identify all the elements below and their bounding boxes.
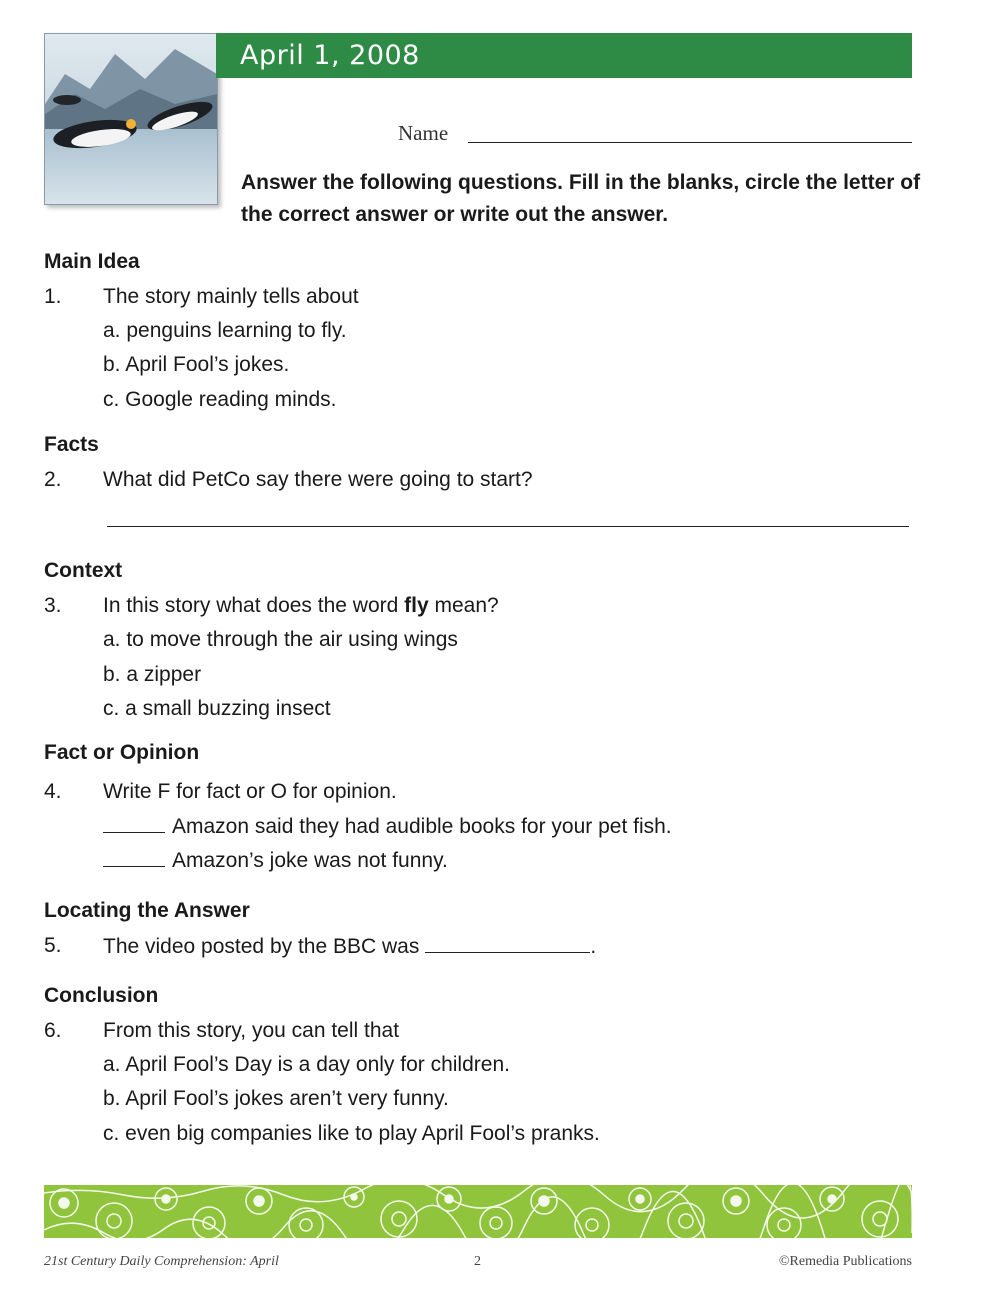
question-text-end: . [590,935,597,958]
section-title-facts: Facts [44,433,99,456]
question-text-before: In this story what does the word [103,594,405,617]
answer-option[interactable]: a. to move through the air using wings [103,628,458,651]
question-text [103,594,499,618]
statement-text: Amazon said they had audible books for your pet fish. [172,815,672,838]
question-text-main: The video posted by the BBC was [103,935,420,958]
answer-option[interactable]: c. Google reading minds. [103,388,337,411]
name-blank-line[interactable] [468,142,912,143]
answer-option[interactable]: a. April Fool’s Day is a day only for children. [103,1053,510,1076]
date-title-bar [216,33,912,78]
answer-option[interactable]: a. penguins learning to fly. [103,319,347,342]
question-text: What did PetCo say there were going to start? [103,468,533,491]
question-number: 4. [44,780,62,803]
question-text-after: mean? [428,594,499,617]
statement-text: Amazon’s joke was not funny. [172,849,448,872]
question-text: Write F for fact or O for opinion. [103,780,397,803]
fact-opinion-statement[interactable] [103,814,672,839]
vocabulary-word: fly [404,594,429,617]
answer-option[interactable]: c. even big companies like to play April Fool’s pranks. [103,1122,600,1145]
question-number: 1. [44,285,62,308]
question-text: From this story, you can tell that [103,1019,400,1042]
footer-book-title: 21st Century Daily Comprehension: April [44,1254,279,1269]
section-title-main-idea: Main Idea [44,250,140,273]
instructions: Answer the following questions. Fill in the blanks, circle the letter of the correct answer or write out the answer. [241,171,921,226]
question-text: The story mainly tells about [103,285,359,308]
question-number: 3. [44,594,62,617]
flower-pattern-icon [44,1185,912,1238]
penguins-photo [44,33,218,205]
fact-opinion-blank[interactable] [103,814,165,833]
answer-option[interactable]: b. a zipper [103,663,202,686]
answer-option[interactable]: b. April Fool’s jokes. [103,353,290,376]
question-text [103,934,596,959]
question-number: 5. [44,934,62,957]
section-title-locating-the-answer: Locating the Answer [44,899,250,922]
name-label: Name [398,121,449,145]
answer-blank-line[interactable] [107,526,909,527]
page-number: 2 [474,1254,481,1269]
footer-publisher: ©Remedia Publications [778,1254,912,1269]
section-title-fact-or-opinion: Fact or Opinion [44,741,200,764]
floral-banner [44,1185,912,1238]
fill-in-blank[interactable] [425,934,590,953]
date-title: April 1, 2008 [240,40,420,71]
answer-option[interactable]: c. a small buzzing insect [103,697,331,720]
answer-option[interactable]: b. April Fool’s jokes aren’t very funny. [103,1087,449,1110]
section-title-context: Context [44,559,123,582]
fact-opinion-blank[interactable] [103,848,165,867]
section-title-conclusion: Conclusion [44,984,159,1007]
question-number: 2. [44,468,62,491]
question-number: 6. [44,1019,62,1042]
name-field[interactable] [398,118,912,146]
fact-opinion-statement[interactable] [103,848,448,873]
